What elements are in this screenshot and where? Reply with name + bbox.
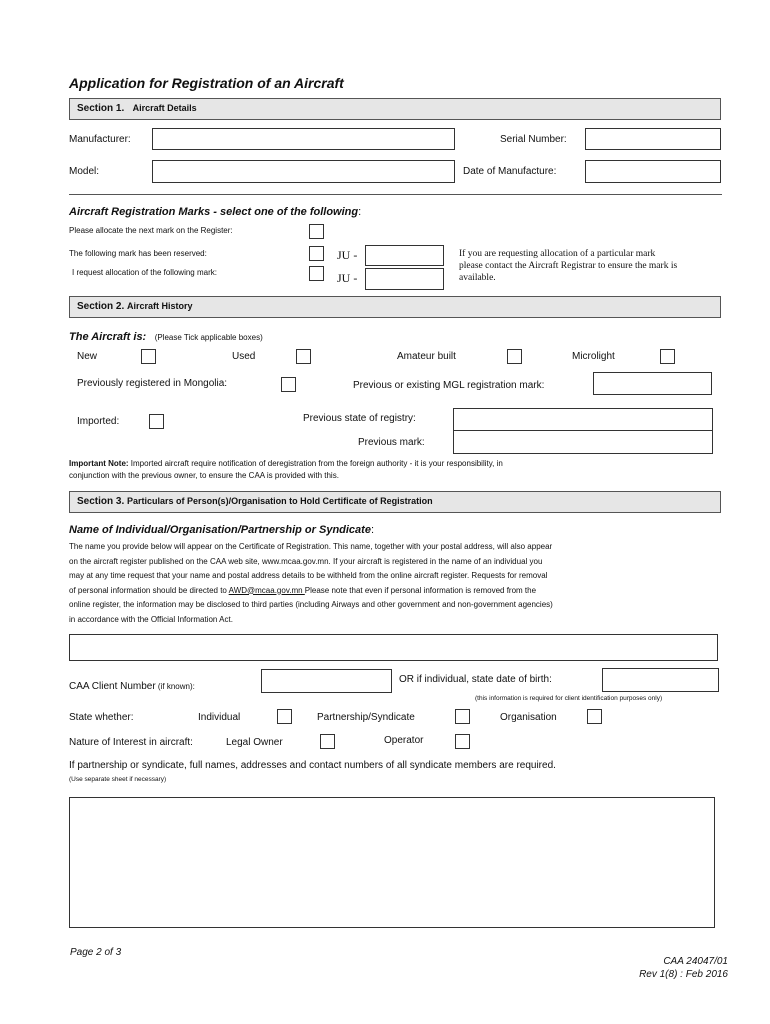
- section-3-number: Section 3.: [77, 496, 125, 507]
- operator-label: Operator: [384, 735, 424, 746]
- new-label: New: [77, 351, 98, 362]
- prev-mark-label: Previous mark:: [358, 437, 425, 448]
- email-link[interactable]: AWD@mcaa.gov.mn: [228, 585, 305, 595]
- client-number-label: CAA Client Number (if known):: [69, 681, 195, 692]
- section-3-heading: Particulars of Person(s)/Organisation to Hold Certificate of Registration: [127, 496, 433, 506]
- page-number: Page 2 of 3: [70, 947, 122, 958]
- date-of-manufacture-field[interactable]: [585, 160, 721, 183]
- allocate-next-label: Please allocate the next mark on the Register:: [69, 226, 233, 235]
- request-mark-checkbox[interactable]: [309, 266, 324, 281]
- date-of-manufacture-label: Date of Manufacture:: [463, 166, 557, 177]
- section-2-number: Section 2.: [77, 301, 125, 312]
- manufacturer-label: Manufacturer:: [69, 134, 131, 145]
- reserved-mark-checkbox[interactable]: [309, 246, 324, 261]
- divider: [69, 194, 722, 195]
- request-mark-label: I request allocation of the following mark:: [72, 268, 217, 277]
- model-field[interactable]: [152, 160, 455, 183]
- prev-state-field[interactable]: [453, 408, 713, 431]
- prev-state-label: Previous state of registry:: [303, 413, 416, 424]
- legal-owner-label: Legal Owner: [226, 737, 283, 748]
- imported-checkbox[interactable]: [149, 414, 164, 429]
- model-label: Model:: [69, 166, 100, 177]
- dob-note: (this information is required for client identification purposes only): [475, 695, 663, 702]
- prev-mongolia-checkbox[interactable]: [281, 377, 296, 392]
- syndicate-note: If partnership or syndicate, full names, addresses and contact numbers of all syndicate members are required.: [69, 760, 556, 771]
- dob-label: OR if individual, state date of birth:: [399, 674, 552, 685]
- reserved-mark-label: The following mark has been reserved:: [69, 249, 207, 258]
- microlight-label: Microlight: [572, 351, 615, 362]
- section-1-header: [69, 98, 721, 120]
- used-label: Used: [232, 351, 256, 362]
- aircraft-is-row: [69, 327, 263, 345]
- manufacturer-field[interactable]: [152, 128, 455, 150]
- section-2-header: [69, 296, 721, 318]
- aircraft-is-label: The Aircraft is:: [69, 331, 147, 343]
- reserved-prefix: JU -: [337, 248, 358, 262]
- partnership-checkbox[interactable]: [455, 709, 470, 724]
- holder-name-field[interactable]: [69, 634, 718, 661]
- dob-field[interactable]: [602, 668, 719, 692]
- individual-label: Individual: [198, 712, 241, 723]
- state-whether-label: State whether:: [69, 712, 134, 723]
- section-1-heading: Aircraft Details: [132, 103, 197, 113]
- request-mark-field[interactable]: [365, 268, 444, 290]
- serial-number-field[interactable]: [585, 128, 721, 150]
- prev-mark-field[interactable]: [453, 430, 713, 454]
- section-3-header: [69, 491, 721, 513]
- allocate-next-checkbox[interactable]: [309, 224, 324, 239]
- form-revision: Rev 1(8) : Feb 2016: [639, 969, 728, 980]
- nature-of-interest-label: Nature of Interest in aircraft:: [69, 737, 193, 748]
- organisation-label: Organisation: [500, 712, 557, 723]
- partnership-label: Partnership/Syndicate: [317, 712, 415, 723]
- amateur-built-label: Amateur built: [397, 351, 456, 362]
- organisation-checkbox[interactable]: [587, 709, 602, 724]
- prev-mgl-mark-label: Previous or existing MGL registration mark:: [353, 380, 545, 391]
- name-heading: Name of Individual/Organisation/Partnership or Syndicate:: [69, 524, 375, 536]
- form-reference: [639, 955, 728, 981]
- tick-note: (Please Tick applicable boxes): [154, 333, 263, 342]
- form-code: CAA 24047/01: [663, 956, 728, 967]
- prev-mongolia-label: Previously registered in Mongolia:: [77, 378, 228, 389]
- legal-owner-checkbox[interactable]: [320, 734, 335, 749]
- request-prefix: JU -: [337, 271, 358, 285]
- section-1-number: Section 1.: [77, 103, 125, 114]
- registration-marks-heading: Aircraft Registration Marks - select one of the following:: [69, 206, 362, 218]
- amateur-built-checkbox[interactable]: [507, 349, 522, 364]
- syndicate-members-field[interactable]: [69, 797, 715, 928]
- new-checkbox[interactable]: [141, 349, 156, 364]
- important-note: Important Note: Imported aircraft require notification of deregistration from the foreign authority - it is your responsibility, in conjunction with the previous owner, to ensure the CAA is provided with this.: [69, 459, 503, 480]
- reserved-mark-field[interactable]: [365, 245, 444, 266]
- used-checkbox[interactable]: [296, 349, 311, 364]
- separate-sheet-note: (Use separate sheet if necessary): [69, 776, 167, 783]
- particular-mark-note: If you are requesting allocation of a particular mark please contact the Aircraft Registrar to ensure the mark is available.: [459, 249, 678, 283]
- microlight-checkbox[interactable]: [660, 349, 675, 364]
- imported-label: Imported:: [77, 416, 120, 427]
- prev-mgl-mark-field[interactable]: [593, 372, 712, 395]
- serial-number-label: Serial Number:: [500, 134, 567, 145]
- privacy-paragraph: The name you provide below will appear on the Certificate of Registration. This name, together with your postal address, will also appear on the aircraft register published on the CAA web site, www.mcaa.gov.mn. If your aircraft is registered in the name of an individual you may at any time request that your name and postal address details to be withheld from the online aircraft register. Requests for removal of personal information should be directed to AWD@mcaa.gov.mn Please note that even if personal information is removed from the online register, the information may be disclosed to third parties (including Airways and other government and non-government agencies) in accordance with the Official Information Act.: [69, 542, 553, 624]
- section-2-heading: Aircraft History: [127, 301, 193, 311]
- operator-checkbox[interactable]: [455, 734, 470, 749]
- page-title: Application for Registration of an Aircraft: [69, 75, 344, 91]
- individual-checkbox[interactable]: [277, 709, 292, 724]
- client-number-field[interactable]: [261, 669, 392, 693]
